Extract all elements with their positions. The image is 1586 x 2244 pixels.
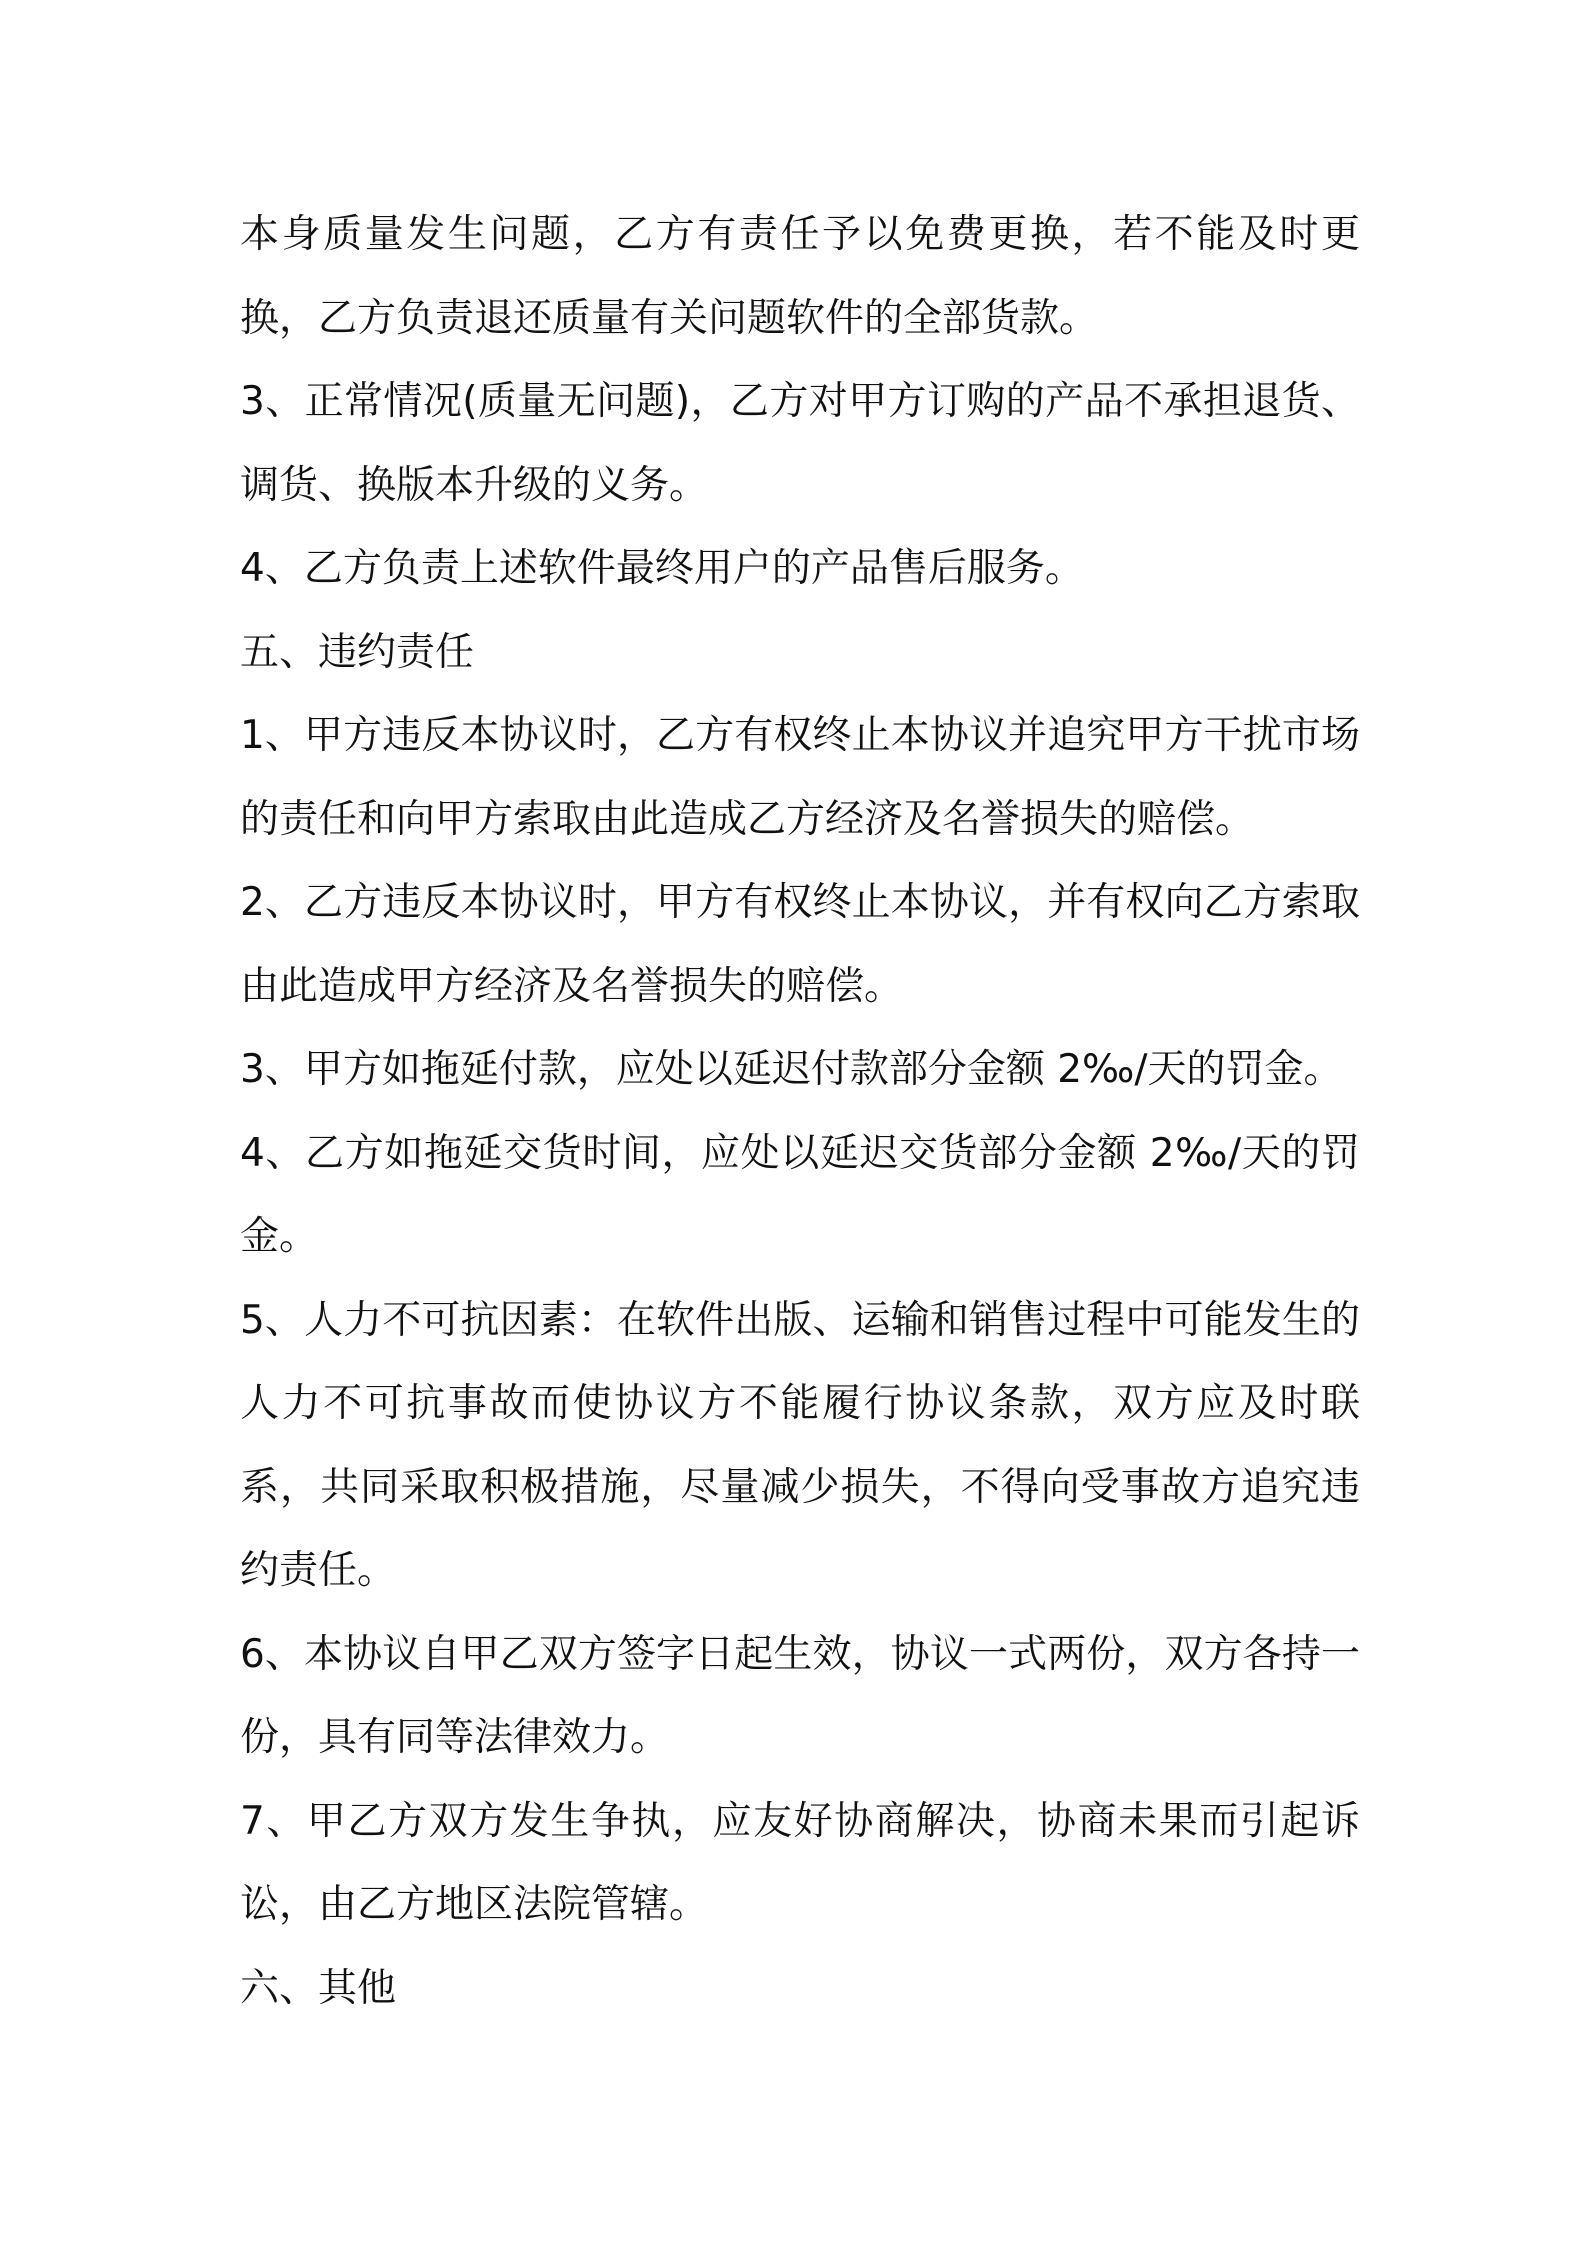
paragraph-quality-replacement: 本身质量发生问题，乙方有责任予以免费更换，若不能及时更换，乙方负责退还质量有关问题软件的全部货款。 (240, 212, 1360, 341)
paragraph-breach-7: 7、甲乙方双方发生争执，应友好协商解决，协商未果而引起诉讼，由乙方地区法院管辖。 (240, 1798, 1360, 1927)
paragraph-breach-1: 1、甲方违反本协议时，乙方有权终止本协议并追究甲方干扰市场的责任和向甲方索取由此造成乙方经济及名誉损失的赔偿。 (240, 713, 1360, 842)
paragraph-clause-3-no-return: 3、正常情况(质量无问题)，乙方对甲方订购的产品不承担退货、调货、换版本升级的义务。 (240, 379, 1360, 508)
section-heading-breach-liability: 五、违约责任 (240, 629, 475, 675)
paragraph-breach-2: 2、乙方违反本协议时，甲方有权终止本协议，并有权向乙方索取由此造成甲方经济及名誉损失的赔偿。 (240, 880, 1360, 1009)
paragraph-breach-3: 3、甲方如拖延付款，应处以延迟付款部分金额 2‰/天的罚金。 (240, 1047, 1343, 1092)
paragraph-breach-5: 5、人力不可抗因素：在软件出版、运输和销售过程中可能发生的人力不可抗事故而使协议方不能履行协议条款，双方应及时联系，共同采取积极措施，尽量减少损失，不得向受事故方追究违约责任。 (240, 1297, 1360, 1593)
document-body (240, 193, 1360, 2030)
section-heading-other: 六、其他 (240, 1965, 397, 2011)
paragraph-clause-4-after-sales: 4、乙方负责上述软件最终用户的产品售后服务。 (240, 546, 1084, 591)
paragraph-breach-4: 4、乙方如拖延交货时间，应处以延迟交货部分金额 2‰/天的罚金。 (240, 1130, 1360, 1259)
paragraph-breach-6: 6、本协议自甲乙双方签字日起生效，协议一式两份，双方各持一份，具有同等法律效力。 (240, 1631, 1360, 1760)
